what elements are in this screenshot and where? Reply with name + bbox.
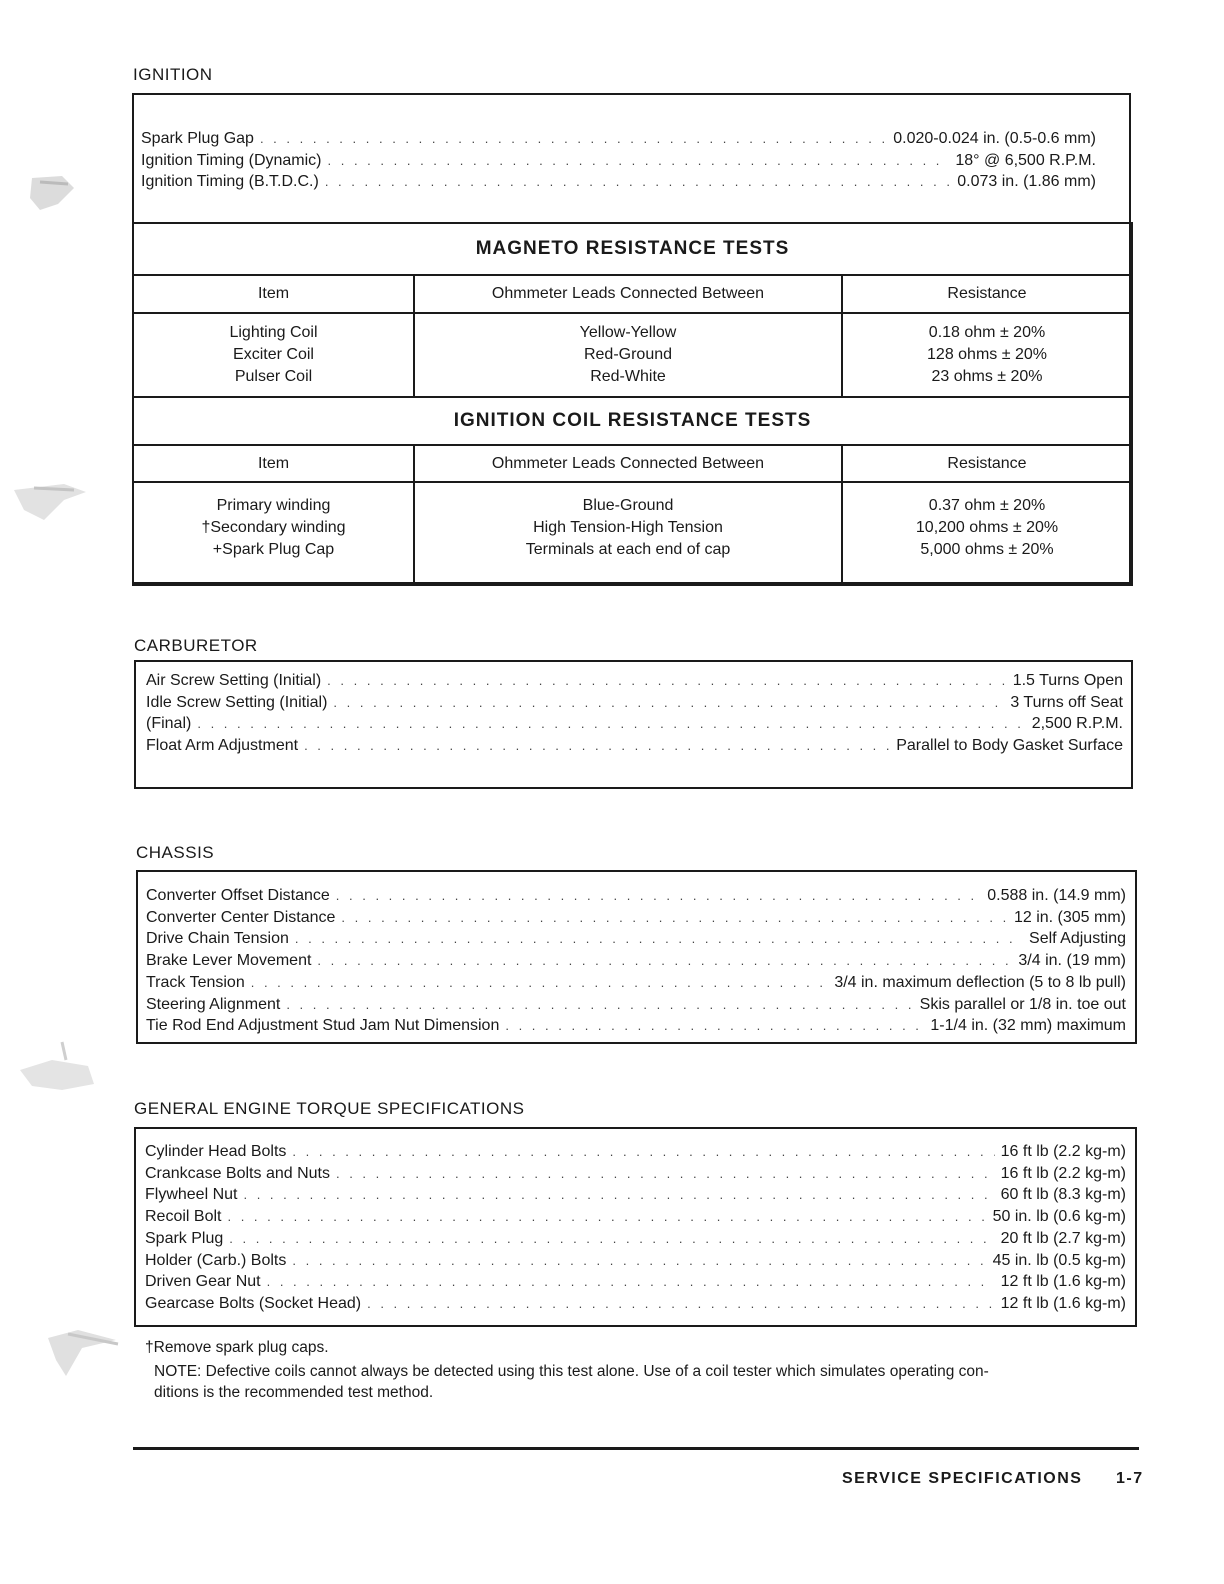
magneto-resistance — [842, 313, 1132, 397]
page-number: 1-7 — [1116, 1470, 1144, 1487]
spec-value: 0.073 in. (1.86 mm) — [957, 173, 1096, 191]
spec-value: 20 ft lb (2.7 kg-m) — [1000, 1229, 1126, 1247]
leader-dots — [227, 1206, 986, 1228]
spec-value: 12 ft lb (1.6 kg-m) — [1000, 1273, 1126, 1291]
leads-cell: High Tension-High Tension — [533, 519, 723, 536]
spec-value: 60 ft lb (8.3 kg-m) — [1000, 1186, 1126, 1204]
leader-dots — [197, 713, 1025, 735]
leader-dots — [251, 972, 829, 994]
spec-row — [141, 128, 1096, 150]
col-header-leads: Ohmmeter Leads Connected Between — [414, 445, 842, 482]
spec-label: Recoil Bolt — [145, 1208, 222, 1226]
margin-artifact — [38, 1318, 128, 1388]
spec-label: Drive Chain Tension — [146, 930, 289, 948]
magneto-items — [133, 313, 414, 397]
leader-dots — [328, 150, 950, 172]
resistance-cell: 5,000 ohms ± 20% — [920, 541, 1054, 558]
spec-value: 16 ft lb (2.2 kg-m) — [1000, 1164, 1126, 1182]
col-header-leads: Ohmmeter Leads Connected Between — [414, 275, 842, 313]
spec-row — [146, 670, 1123, 692]
leader-dots — [325, 171, 951, 193]
spec-value: 2,500 R.P.M. — [1031, 715, 1123, 733]
leader-dots — [229, 1228, 994, 1250]
spec-label: Track Tension — [146, 973, 245, 991]
spec-label: Gearcase Bolts (Socket Head) — [145, 1294, 362, 1312]
item-cell: +Spark Plug Cap — [212, 541, 335, 558]
coil-resistance — [842, 482, 1132, 585]
resistance-cell: 23 ohms ± 20% — [931, 368, 1043, 385]
leader-dots — [304, 735, 890, 757]
spec-row — [141, 150, 1096, 172]
leader-dots — [333, 692, 1004, 714]
spec-label: Flywheel Nut — [145, 1186, 238, 1204]
leader-dots — [505, 1015, 924, 1037]
item-cell: †Secondary winding — [201, 519, 346, 536]
footnote-remove-caps: †Remove spark plug caps. — [145, 1339, 329, 1356]
leader-dots — [336, 885, 981, 907]
spec-label: (Final) — [146, 715, 192, 733]
margin-artifact — [18, 168, 88, 238]
spec-row — [146, 1015, 1126, 1037]
spec-label: Crankcase Bolts and Nuts — [145, 1164, 330, 1182]
resistance-cell: 0.37 ohm ± 20% — [928, 497, 1046, 514]
ignition-rows — [141, 128, 1096, 193]
spec-label: Converter Offset Distance — [146, 887, 330, 904]
leader-dots — [286, 994, 913, 1016]
spec-value: 3 Turns off Seat — [1010, 693, 1123, 711]
item-cell: Pulser Coil — [234, 368, 313, 385]
item-cell: Primary winding — [216, 497, 331, 514]
spec-row — [145, 1141, 1126, 1163]
leader-dots — [327, 670, 1007, 692]
spec-row — [146, 928, 1126, 950]
torque-heading: GENERAL ENGINE TORQUE SPECIFICATIONS — [134, 1099, 525, 1118]
resistance-cell: 0.18 ohm ± 20% — [928, 324, 1046, 341]
footer-section-label: SERVICE SPECIFICATIONS — [842, 1470, 1083, 1487]
leads-cell: Yellow-Yellow — [579, 324, 677, 341]
spec-row — [145, 1271, 1126, 1293]
spec-label: Idle Screw Setting (Initial) — [146, 693, 328, 711]
leads-cell: Red-White — [590, 368, 666, 385]
ignition-coil-title: IGNITION COIL RESISTANCE TESTS — [133, 397, 1132, 445]
carburetor-heading: CARBURETOR — [134, 636, 258, 655]
magneto-title: MAGNETO RESISTANCE TESTS — [133, 223, 1132, 275]
spec-value: Self Adjusting — [1029, 930, 1126, 948]
spec-label: Tie Rod End Adjustment Stud Jam Nut Dimension — [146, 1017, 500, 1035]
carburetor-rows — [146, 670, 1123, 757]
leads-cell: Terminals at each end of cap — [525, 541, 731, 558]
chassis-rows — [146, 885, 1126, 1037]
spec-row — [146, 994, 1126, 1016]
spec-value: 50 in. lb (0.6 kg-m) — [992, 1208, 1126, 1226]
spec-label: Brake Lever Movement — [146, 952, 312, 970]
note-line-1: NOTE: Defective coils cannot always be detected using this test alone. Use of a coil tester which simulates operating con- — [154, 1363, 989, 1380]
leader-dots — [317, 950, 1012, 972]
spec-label: Ignition Timing (Dynamic) — [141, 151, 322, 169]
spec-row — [145, 1293, 1126, 1315]
spec-row — [145, 1184, 1126, 1206]
footer-rule — [133, 1447, 1139, 1450]
spec-row — [145, 1250, 1126, 1272]
magneto-leads — [414, 313, 842, 397]
spec-row — [146, 692, 1123, 714]
leader-dots — [367, 1293, 995, 1315]
spec-label: Air Screw Setting (Initial) — [146, 672, 322, 689]
leads-cell: Red-Ground — [583, 346, 673, 363]
item-cell: Lighting Coil — [229, 324, 318, 341]
spec-label: Cylinder Head Bolts — [145, 1143, 287, 1160]
torque-rows — [145, 1141, 1126, 1315]
col-header-resistance: Resistance — [842, 275, 1132, 313]
margin-artifact — [4, 470, 94, 530]
spec-label: Converter Center Distance — [146, 908, 336, 926]
resistance-cell: 10,200 ohms ± 20% — [915, 519, 1059, 536]
spec-label: Spark Plug Gap — [141, 130, 254, 147]
col-header-item: Item — [133, 445, 414, 482]
spec-value: 1-1/4 in. (32 mm) maximum — [930, 1017, 1126, 1035]
leader-dots — [260, 128, 887, 150]
coil-leads — [414, 482, 842, 585]
spec-label: Holder (Carb.) Bolts — [145, 1251, 287, 1269]
spec-row — [145, 1163, 1126, 1185]
spec-row — [146, 713, 1123, 735]
leader-dots — [336, 1163, 995, 1185]
magneto-table — [132, 222, 1133, 586]
chassis-heading: CHASSIS — [136, 843, 215, 862]
spec-row — [146, 885, 1126, 907]
spec-label: Driven Gear Nut — [145, 1273, 261, 1291]
spec-value: 0.588 in. (14.9 mm) — [987, 887, 1126, 904]
ignition-heading: IGNITION — [133, 65, 213, 84]
leader-dots — [341, 907, 1008, 929]
spec-value: 0.020-0.024 in. (0.5-0.6 mm) — [893, 130, 1096, 147]
leader-dots — [292, 1141, 994, 1163]
spec-row — [145, 1228, 1126, 1250]
note-line-2: ditions is the recommended test method. — [154, 1384, 434, 1401]
spec-value: Skis parallel or 1/8 in. toe out — [919, 995, 1126, 1013]
spec-value: 3/4 in. (19 mm) — [1018, 952, 1126, 970]
spec-row — [145, 1206, 1126, 1228]
resistance-cell: 128 ohms ± 20% — [927, 346, 1047, 363]
spec-value: 3/4 in. maximum deflection (5 to 8 lb pull) — [834, 973, 1126, 991]
spec-row — [146, 735, 1123, 757]
spec-label: Steering Alignment — [146, 995, 281, 1013]
leader-dots — [243, 1184, 994, 1206]
spec-value: 12 ft lb (1.6 kg-m) — [1000, 1294, 1126, 1312]
margin-artifact — [12, 1030, 102, 1100]
spec-value: Parallel to Body Gasket Surface — [896, 737, 1123, 755]
leads-cell: Blue-Ground — [582, 497, 674, 514]
spec-value: 45 in. lb (0.5 kg-m) — [992, 1251, 1126, 1269]
spec-value: 16 ft lb (2.2 kg-m) — [1000, 1143, 1126, 1160]
col-header-resistance: Resistance — [842, 445, 1132, 482]
col-header-item: Item — [133, 275, 414, 313]
spec-row — [146, 950, 1126, 972]
coil-items — [133, 482, 414, 585]
spec-label: Float Arm Adjustment — [146, 737, 299, 755]
spec-label: Spark Plug — [145, 1229, 224, 1247]
item-cell: Exciter Coil — [233, 346, 314, 363]
spec-value: 12 in. (305 mm) — [1013, 908, 1126, 926]
leader-dots — [292, 1250, 986, 1272]
spec-label: Ignition Timing (B.T.D.C.) — [141, 173, 319, 191]
spec-row — [146, 907, 1126, 929]
spec-value: 1.5 Turns Open — [1012, 672, 1123, 689]
spec-row — [141, 171, 1096, 193]
spec-row — [146, 972, 1126, 994]
leader-dots — [267, 1271, 995, 1293]
leader-dots — [295, 928, 1023, 950]
spec-value: 18° @ 6,500 R.P.M. — [955, 151, 1096, 169]
